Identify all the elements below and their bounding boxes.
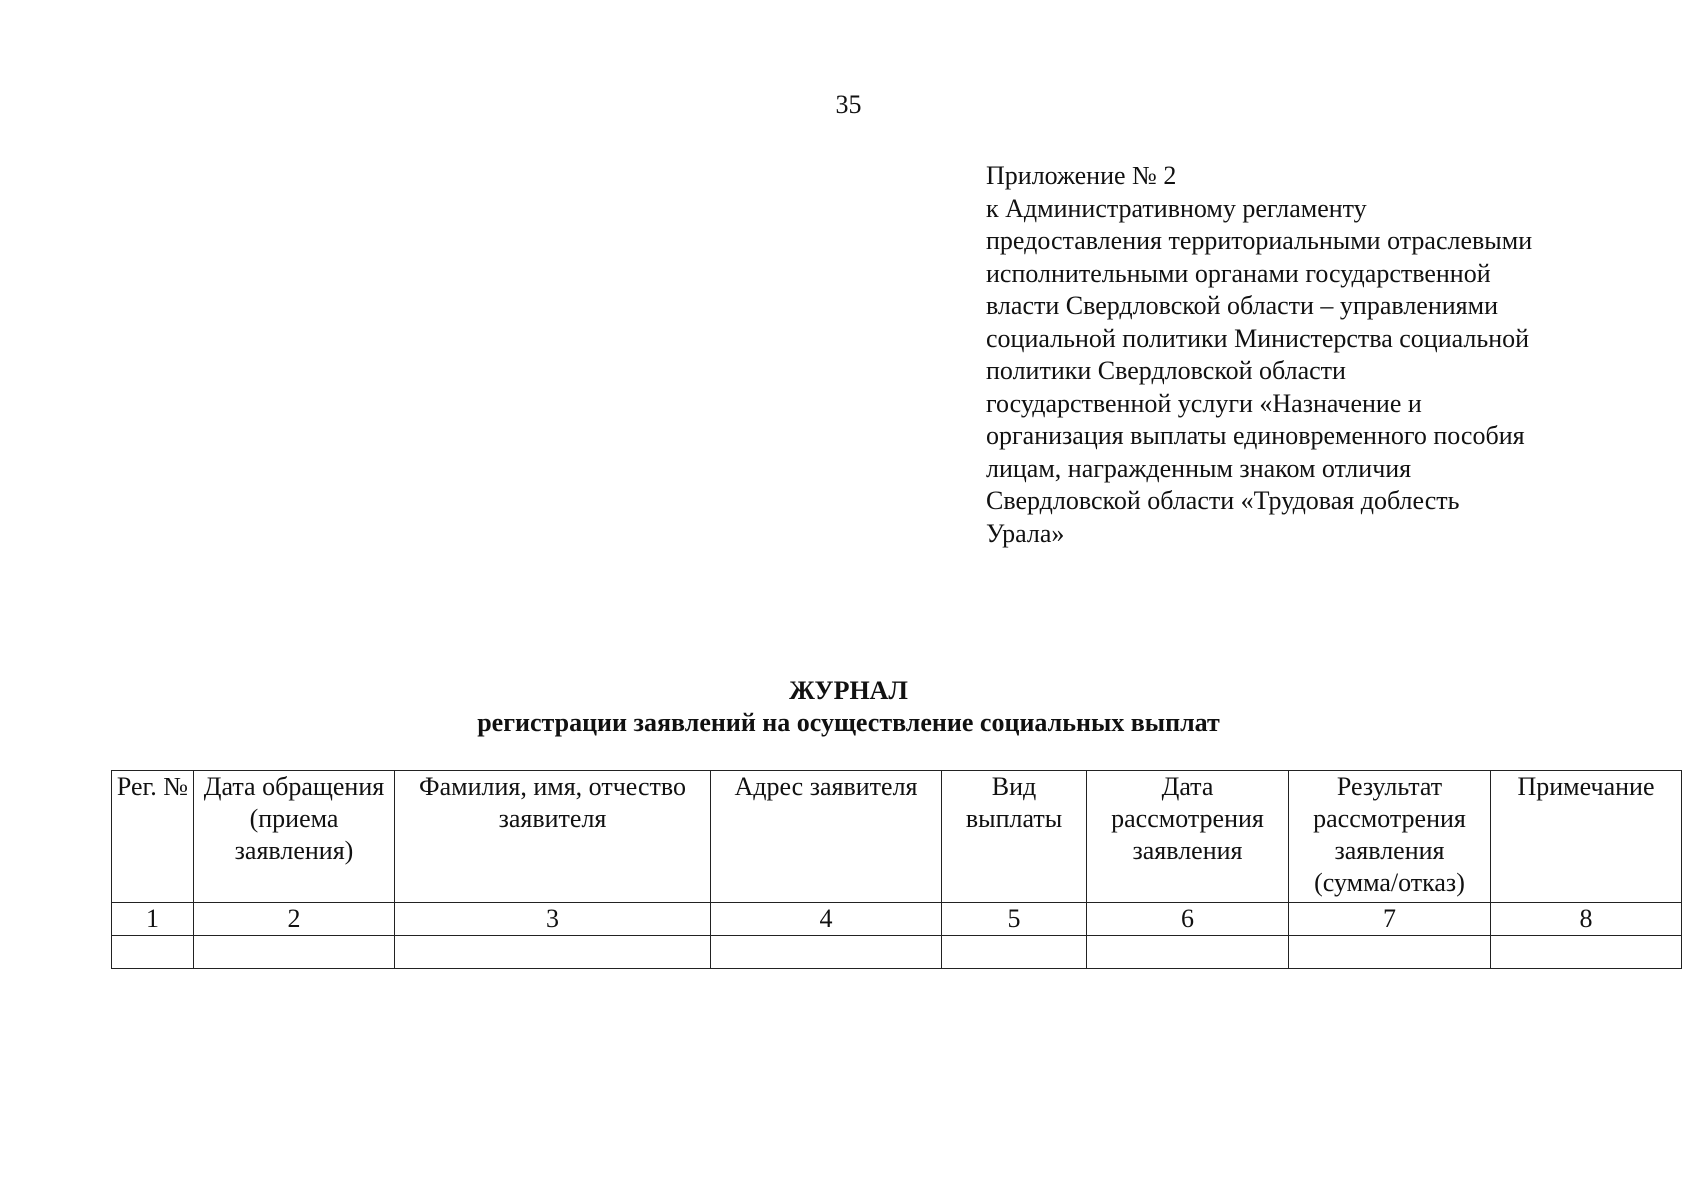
appendix-line: к Административному регламенту — [986, 193, 1367, 223]
column-number-cell: 2 — [194, 903, 395, 936]
table-cell — [395, 936, 711, 969]
column-header-request-date: Дата обращения (приема заявления) — [194, 771, 395, 903]
page-number: 35 — [835, 90, 862, 119]
table-cell — [1289, 936, 1491, 969]
column-number-cell: 1 — [112, 903, 194, 936]
journal-title-block — [0, 675, 1697, 739]
column-number-cell: 5 — [942, 903, 1087, 936]
column-header-review-date: Дата рассмотрения заявления — [1087, 771, 1289, 903]
table-cell — [1087, 936, 1289, 969]
appendix-line: лицам, награжденным знаком отличия — [986, 453, 1412, 483]
appendix-line: предоставления территориальными отраслевыми — [986, 226, 1533, 255]
appendix-line: организация выплаты единовременного пособия — [986, 421, 1525, 450]
table-cell — [194, 936, 395, 969]
appendix-note — [986, 160, 1626, 550]
column-number-cell: 7 — [1289, 903, 1491, 936]
column-header-applicant-address: Адрес заявителя — [711, 771, 942, 903]
appendix-line: социальной политики Министерства социальной — [986, 323, 1530, 353]
table-cell — [1491, 936, 1682, 969]
journal-subtitle: регистрации заявлений на осуществление социальных выплат — [477, 708, 1220, 737]
column-number-row — [112, 903, 1682, 936]
column-header-reg-number: Рег. № — [112, 771, 194, 903]
column-header-payment-type: Вид выплаты — [942, 771, 1087, 903]
appendix-line: государственной услуги «Назначение и — [986, 388, 1422, 418]
journal-title: ЖУРНАЛ — [789, 676, 908, 705]
column-number-cell: 8 — [1491, 903, 1682, 936]
column-number-cell: 3 — [395, 903, 711, 936]
column-number-cell: 6 — [1087, 903, 1289, 936]
column-header-review-result: Результат рассмотрения заявления (сумма/отказ) — [1289, 771, 1491, 903]
table-row — [112, 936, 1682, 969]
registration-journal-table — [111, 770, 1682, 969]
table-cell — [112, 936, 194, 969]
header-row — [112, 771, 1682, 903]
appendix-line: политики Свердловской области — [986, 356, 1346, 385]
appendix-line: Свердловской области «Трудовая доблесть — [986, 486, 1460, 515]
table-cell — [942, 936, 1087, 969]
appendix-line: исполнительными органами государственной — [986, 258, 1491, 288]
column-header-applicant-name: Фамилия, имя, отчество заявителя — [395, 771, 711, 903]
table-cell — [711, 936, 942, 969]
column-number-cell: 4 — [711, 903, 942, 936]
appendix-line: власти Свердловской области – управлениями — [986, 291, 1498, 320]
appendix-line: Урала» — [986, 518, 1065, 548]
column-header-note: Примечание — [1491, 771, 1682, 903]
appendix-line: Приложение № 2 — [986, 161, 1177, 190]
